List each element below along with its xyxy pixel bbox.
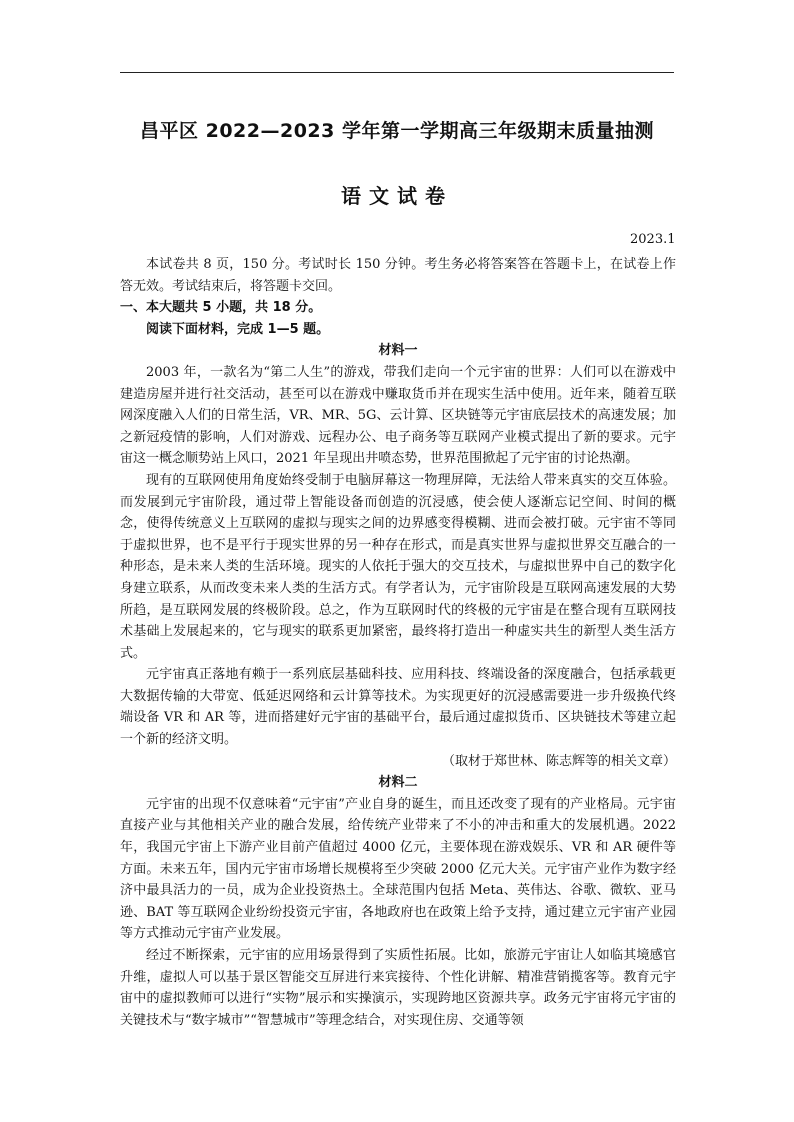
material-one-heading: 材料一 bbox=[378, 343, 418, 359]
exam-body bbox=[120, 254, 676, 1031]
material-one-paragraph: 现有的互联网使用角度始终受制于电脑屏幕这一物理屏障，无法给人带来真实的交互体验。而发展到元宇宙阶段，通过带上智能设备而创造的沉浸感，使会使人逐渐忘记空间、时间的概念，使得传统意义上互联网的虚拟与现实之间的边界感变得模糊、进而会被打破。元宇宙不等同于虚拟世界，也不是平行于现实世界的另一种存在形式，而是真实世界与虚拟世界交互融合的一种形态，是未来人类的生活环境。现实的人依托于强大的交互技术，与虚拟世界中自己的数字化身建立联系，从而改变未来人类的生活方式。有学者认为，元宇宙阶段是互联网高速发展的大势所趋，是互联网发展的终极阶段。总之，作为互联网时代的终极的元宇宙是在整合现有互联网技术基础上发展起来的，它与现实的联系更加紧密，最终将打造出一种虚实共生的新型人类生活方式。 bbox=[120, 472, 676, 661]
exam-title: 昌平区 2022—2023 学年第一学期高三年级期末质量抽测 bbox=[140, 120, 654, 142]
material-two-heading: 材料二 bbox=[378, 775, 418, 791]
material-one-paragraph: 元宇宙真正落地有赖于一系列底层基础科技、应用科技、终端设备的深度融合，包括承载更大数据传输的大带宽、低延迟网络和云计算等技术。为实现更好的沉浸感需要进一步升级换代终端设备 VR 和 AR 等，进而搭建好元宇宙的基础平台，最后通过虚拟货币、区块链技术等建立起一个新的经济文明。 bbox=[120, 667, 676, 748]
exam-date: 2023.1 bbox=[630, 232, 676, 247]
material-one-source: （取材于郑世林、陈志辉等的相关文章） bbox=[441, 753, 676, 769]
reading-prompt: 阅读下面材料，完成 1—5 题。 bbox=[146, 321, 330, 337]
material-one-paragraph: 2003 年，一款名为“第二人生”的游戏，带我们走向一个元宇宙的世界：人们可以在游戏中建造房屋并进行社交活动，甚至可以在游戏中赚取货币并在现实生活中使用。近年来，随着互联网深度融入人们的日常生活，VR、MR、5G、云计算、区块链等元宇宙底层技术的高速发展；加之新冠疫情的影响，人们对游戏、远程办公、电子商务等互联网产业模式提出了新的要求。元宇宙这一概念顺势站上风口，2021 年呈现出井喷态势，世界范围掀起了元宇宙的讨论热潮。 bbox=[120, 364, 676, 467]
instructions-text: 本试卷共 8 页，150 分。考试时长 150 分钟。考生务必将答案答在答题卡上，在试卷上作答无效。考试结束后，将答题卡交回。 bbox=[120, 257, 676, 294]
exam-subtitle: 语文试卷 bbox=[341, 184, 453, 208]
section-one-heading: 一、本大题共 5 小题，共 18 分。 bbox=[120, 300, 322, 316]
material-two-paragraph: 经过不断探索，元宇宙的应用场景得到了实质性拓展。比如，旅游元宇宙让人如临其境感官升维，虚拟人可以基于景区智能交互屏进行来宾接待、个性化讲解、精准营销揽客等。教育元宇宙中的虚拟教师可以进行“实物”展示和实操演示，实现跨地区资源共享。政务元宇宙将元宇宙的关键技术与“数字城市”“智慧城市”等理念结合，对实现住房、交通等领 bbox=[120, 948, 676, 1028]
material-two-paragraph: 元宇宙的出现不仅意味着“元宇宙”产业自身的诞生，而且还改变了现有的产业格局。元宇宙直接产业与其他相关产业的融合发展，给传统产业带来了不小的冲击和重大的发展机遇。2022 年，我国元宇宙上下游产业目前产值超过 4000 亿元，主要体现在游戏娱乐、VR 和 AR 硬件等方面。未来五年，国内元宇宙市场增长规模将至少突破 2000 亿元大关。元宇宙产业作为数字经济中最具活力的一员，成为企业投资热土。全球范围内包括 Meta、英伟达、谷歌、微软、亚马逊、BAT 等互联网企业纷纷投资元宇宙，各地政府也在政策上给予支持，通过建立元宇宙产业园等方式推动元宇宙产业发展。 bbox=[120, 796, 676, 942]
header-rule bbox=[120, 72, 674, 73]
